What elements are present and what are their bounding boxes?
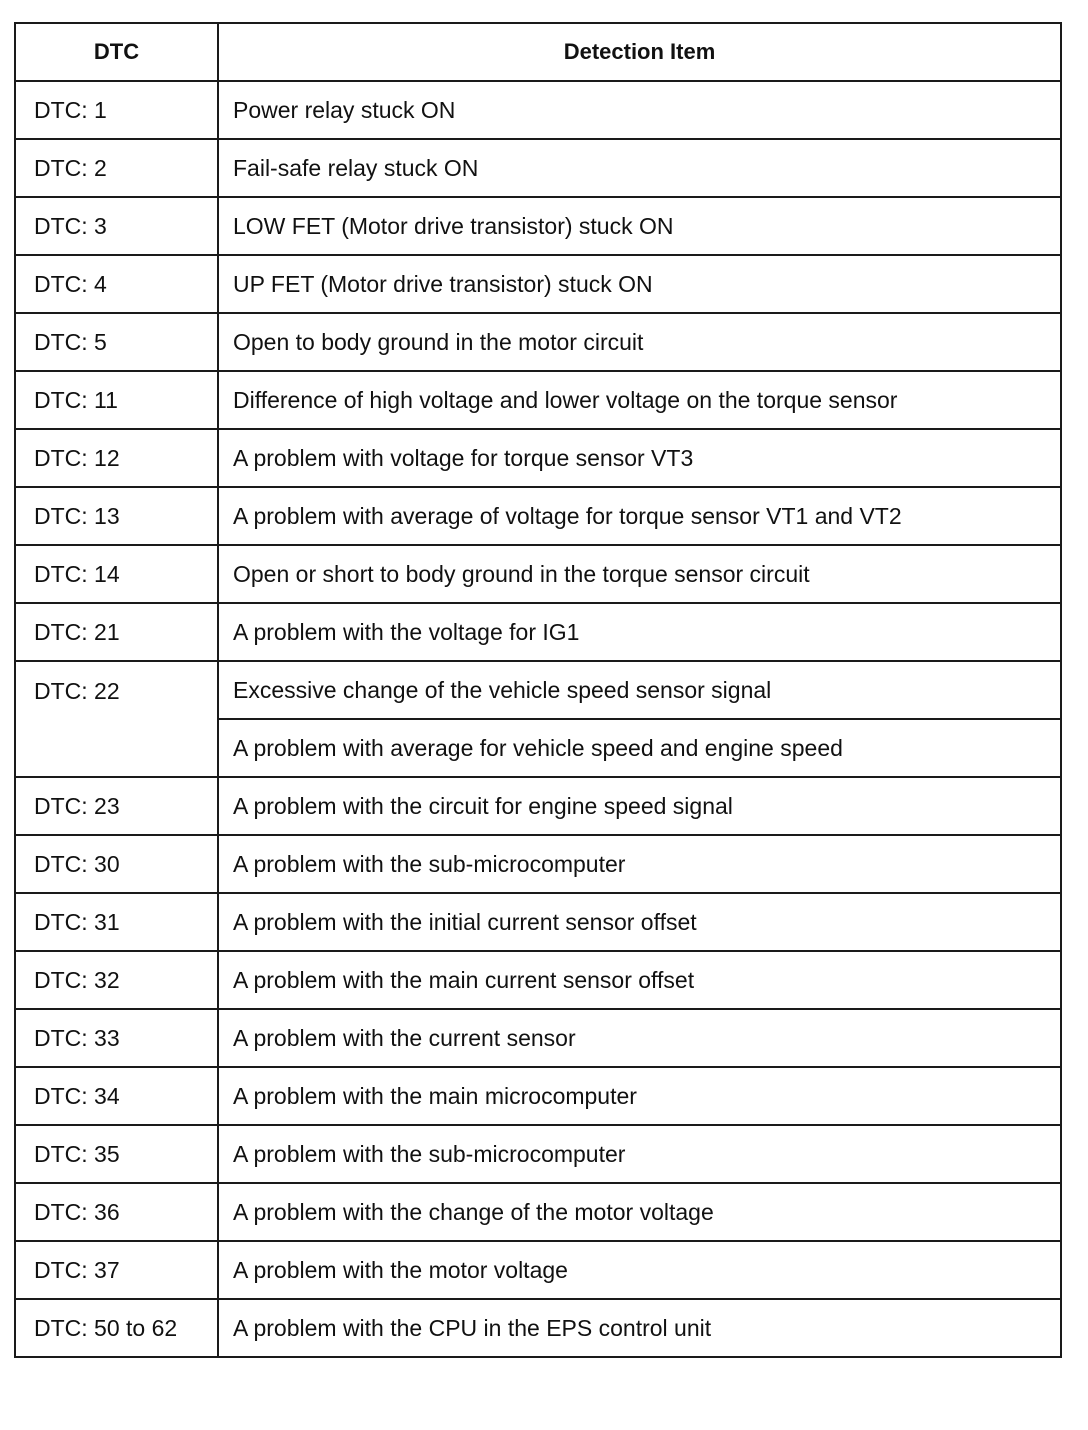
table-row <box>15 81 1061 139</box>
detection-item-cell: A problem with the voltage for IG1 <box>218 603 1061 661</box>
dtc-code-cell: DTC: 14 <box>15 545 218 603</box>
detection-item-cell: UP FET (Motor drive transistor) stuck ON <box>218 255 1061 313</box>
dtc-code-cell: DTC: 22 <box>15 661 218 777</box>
dtc-table <box>14 22 1062 1358</box>
detection-item-cell: Fail-safe relay stuck ON <box>218 139 1061 197</box>
dtc-code-cell: DTC: 5 <box>15 313 218 371</box>
table-row <box>15 255 1061 313</box>
header-row <box>15 23 1061 81</box>
detection-item-cell: Difference of high voltage and lower voltage on the torque sensor <box>218 371 1061 429</box>
dtc-code-cell: DTC: 50 to 62 <box>15 1299 218 1357</box>
table-row <box>15 1009 1061 1067</box>
dtc-code-cell: DTC: 4 <box>15 255 218 313</box>
dtc-code-cell: DTC: 33 <box>15 1009 218 1067</box>
dtc-code-cell: DTC: 23 <box>15 777 218 835</box>
table-row <box>15 313 1061 371</box>
table-header <box>15 23 1061 81</box>
detection-item-cell: A problem with the main microcomputer <box>218 1067 1061 1125</box>
table-body <box>15 81 1061 1357</box>
header-detection-item: Detection Item <box>218 23 1061 81</box>
dtc-code-cell: DTC: 37 <box>15 1241 218 1299</box>
detection-item-cell: A problem with average for vehicle speed and engine speed <box>218 719 1061 777</box>
table-row <box>15 1183 1061 1241</box>
detection-item-cell: Open or short to body ground in the torque sensor circuit <box>218 545 1061 603</box>
detection-item-cell: A problem with the motor voltage <box>218 1241 1061 1299</box>
table-row <box>15 661 1061 719</box>
table-row <box>15 371 1061 429</box>
detection-item-cell: A problem with voltage for torque sensor VT3 <box>218 429 1061 487</box>
dtc-code-cell: DTC: 36 <box>15 1183 218 1241</box>
detection-item-cell: Power relay stuck ON <box>218 81 1061 139</box>
detection-item-cell: A problem with the initial current sensor offset <box>218 893 1061 951</box>
dtc-code-cell: DTC: 12 <box>15 429 218 487</box>
detection-item-cell: LOW FET (Motor drive transistor) stuck ON <box>218 197 1061 255</box>
dtc-code-cell: DTC: 1 <box>15 81 218 139</box>
dtc-code-cell: DTC: 2 <box>15 139 218 197</box>
dtc-code-cell: DTC: 30 <box>15 835 218 893</box>
header-dtc: DTC <box>15 23 218 81</box>
table-row <box>15 835 1061 893</box>
table-row <box>15 545 1061 603</box>
table-row <box>15 603 1061 661</box>
table-row <box>15 487 1061 545</box>
dtc-code-cell: DTC: 21 <box>15 603 218 661</box>
detection-item-cell: A problem with the change of the motor voltage <box>218 1183 1061 1241</box>
dtc-code-cell: DTC: 11 <box>15 371 218 429</box>
detection-item-cell: A problem with average of voltage for torque sensor VT1 and VT2 <box>218 487 1061 545</box>
dtc-code-cell: DTC: 32 <box>15 951 218 1009</box>
table-row <box>15 1241 1061 1299</box>
detection-item-cell: A problem with the main current sensor offset <box>218 951 1061 1009</box>
detection-item-cell: Excessive change of the vehicle speed sensor signal <box>218 661 1061 719</box>
table-row <box>15 1125 1061 1183</box>
detection-item-cell: A problem with the CPU in the EPS control unit <box>218 1299 1061 1357</box>
table-row <box>15 139 1061 197</box>
table-row <box>15 893 1061 951</box>
table-row <box>15 197 1061 255</box>
detection-item-cell: A problem with the sub-microcomputer <box>218 1125 1061 1183</box>
dtc-code-cell: DTC: 13 <box>15 487 218 545</box>
dtc-code-cell: DTC: 3 <box>15 197 218 255</box>
table-row <box>15 429 1061 487</box>
table-row <box>15 1299 1061 1357</box>
table-row <box>15 777 1061 835</box>
table-row <box>15 1067 1061 1125</box>
table-row <box>15 951 1061 1009</box>
dtc-code-cell: DTC: 31 <box>15 893 218 951</box>
detection-item-cell: A problem with the sub-microcomputer <box>218 835 1061 893</box>
dtc-code-cell: DTC: 34 <box>15 1067 218 1125</box>
detection-item-cell: Open to body ground in the motor circuit <box>218 313 1061 371</box>
dtc-code-cell: DTC: 35 <box>15 1125 218 1183</box>
detection-item-cell: A problem with the circuit for engine speed signal <box>218 777 1061 835</box>
detection-item-cell: A problem with the current sensor <box>218 1009 1061 1067</box>
